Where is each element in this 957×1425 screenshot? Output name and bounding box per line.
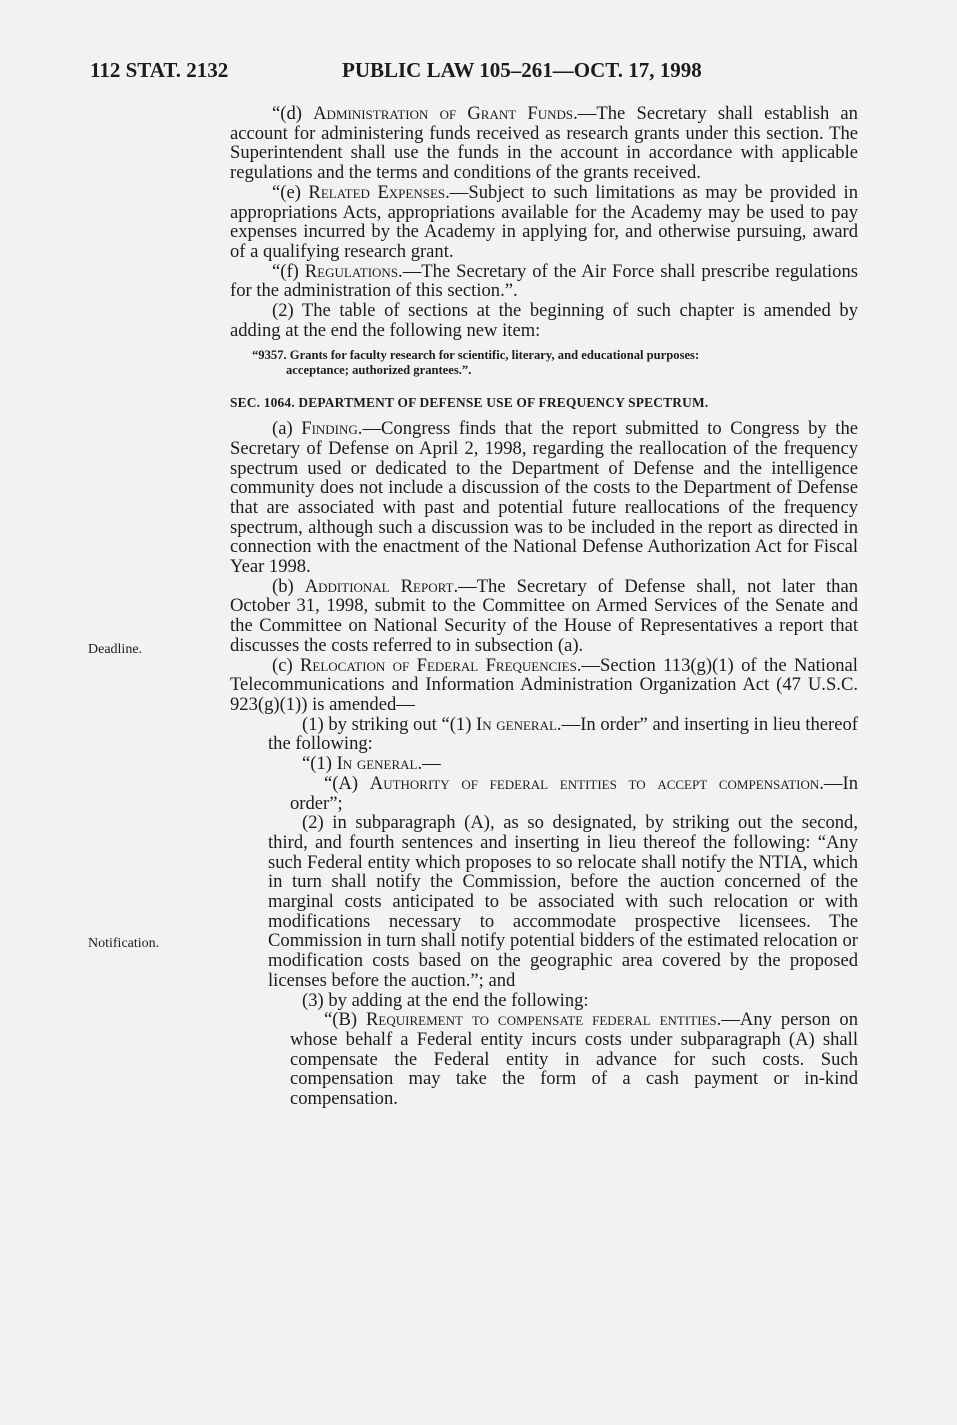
paragraph-b-text: —The Secretary of Defense shall, not later than October 31, 1998, submit to the Committee on Armed Services of the Senate and the Committee on National Security of the House of Representatives a report that discusses the costs referred to in subsection (a). — [230, 575, 858, 656]
paragraph-c-lead: (c) — [272, 654, 300, 676]
paragraph-b-lead: (b) — [272, 575, 305, 597]
paragraph-c-1-quote-text: — — [422, 753, 441, 775]
paragraph-a-text: —Congress finds that the report submitted to Congress by the Secretary of Defense on April 2, 1998, regarding the reallocation of the frequency spectrum used or dedicated to the Department of Defense and the intelligence community does not include a discussion of the costs to the Department of Defense that are associated with past and potential future reallocations of the frequency spectrum, although such a discussion was to be included in the report as directed in connection with the enactment of the National Defense Authorization Act for Fiscal Year 1998. — [230, 418, 858, 578]
paragraph-c-2: (2) in subparagraph (A), as so designated, by striking out the second, third, and fourth sentences and inserting in lieu thereof the following: “Any such Federal entity which proposes to so relocate shall notify the NTIA, which in turn shall notify the Commission, before the auction concerned of the marginal costs anticipated to be associated with such relocation or with modifications necessary to accommodate prospective licensees. The Commission in turn shall notify potential bidders of the estimated relocation or modification costs based on the geographic area covered by the proposed licenses before the auction.”; and — [268, 812, 858, 991]
paragraph-c-1-quote — [230, 754, 858, 774]
paragraph-c-1-quote-lead: “(1) — [302, 753, 337, 775]
paragraph-b-additional-report — [230, 577, 858, 656]
margin-note-deadline: Deadline. — [88, 642, 143, 657]
public-law-title: PUBLIC LAW 105–261—OCT. 17, 1998 — [342, 58, 702, 82]
paragraph-c-1-text-b: —In order” and inserting in lieu thereof the following: — [268, 713, 858, 755]
paragraph-d-heading: Administration of Grant Funds. — [313, 103, 578, 124]
paragraph-c-1-quote-sc: In general. — [336, 753, 423, 775]
paragraph-d — [230, 104, 858, 183]
paragraph-c-text: —Section 113(g)(1) of the National Telecommunications and Information Administration Organization Act (47 U.S.C. 923(g)(1)) is amended— — [230, 654, 858, 715]
paragraph-c-1-A-text: —In order”; — [290, 772, 858, 814]
paragraph-c-3-B-sc: Requirement to compensate federal entities. — [366, 1009, 722, 1031]
paragraph-e — [230, 183, 858, 262]
paragraph-c-1-sc: In general. — [476, 713, 562, 735]
paragraph-f-heading: Regulations. — [304, 260, 403, 282]
paragraph-b-heading: Additional Report. — [304, 575, 459, 597]
section-heading: SEC. 1064. DEPARTMENT OF DEFENSE USE OF FREQUENCY SPECTRUM. — [230, 395, 709, 411]
paragraph-a-lead: (a) — [272, 418, 302, 440]
main-text — [230, 104, 858, 1109]
paragraph-c-1-text-a: (1) by striking out “(1) — [302, 713, 477, 735]
paragraph-a-heading: Finding. — [301, 418, 363, 440]
paragraph-f-text: —The Secretary of the Air Force shall prescribe regulations for the administration of this section.”. — [230, 260, 858, 302]
statute-page-number: 112 STAT. 2132 — [90, 58, 229, 82]
paragraph-e-lead: “(e) — [272, 181, 309, 203]
paragraph-c-3-B-lead: “(B) — [324, 1009, 367, 1031]
paragraph-c-1-A-lead: “(A) — [324, 772, 370, 794]
margin-note-notification: Notification. — [88, 936, 160, 951]
paragraph-f — [230, 262, 858, 301]
paragraph-e-text: —Subject to such limitations as may be provided in appropriations Acts, appropriations available for the Academy may be used to pay expenses incurred by the Academy in applying for, and otherwise pursuing, award of a qualifying research grant. — [230, 181, 858, 262]
paragraph-e-heading: Related Expenses. — [308, 181, 450, 203]
paragraph-f-lead: “(f) — [272, 260, 305, 282]
paragraph-c-3-B-text: —Any person on whose behalf a Federal entity incurs costs under subparagraph (A) shall compensate the Federal entity in advance for such costs. Such compensation may take the form of a cash payment or in-kind compensation. — [290, 1009, 859, 1110]
paragraph-2-table-amendment: (2) The table of sections at the beginning of such chapter is amended by adding at the end the following new item: — [230, 300, 858, 341]
paragraph-c-1-A — [230, 774, 858, 813]
paragraph-c-heading: Relocation of Federal Frequencies. — [299, 654, 582, 676]
paragraph-d-text: —The Secretary shall establish an account for administering funds received as research grants under this section. The Superintendent shall use the funds in the account in accordance with applicable regulations and the terms and conditions of the grants received. — [230, 103, 858, 184]
table-item-line-2: acceptance; authorized grantees.”. — [286, 363, 472, 378]
table-of-sections-item — [230, 348, 858, 378]
paragraph-c-1-A-sc: Authority of federal entities to accept compensation. — [369, 772, 824, 794]
paragraph-c-3-B — [230, 1010, 858, 1109]
paragraph-c-1 — [230, 715, 858, 754]
paragraph-d-lead: “(d) — [272, 103, 314, 124]
table-item-line-1: “9357. Grants for faculty research for scientific, literary, and educational purposes: — [252, 348, 700, 363]
paragraph-c-3: (3) by adding at the end the following: — [302, 989, 589, 1011]
paragraph-c-relocation — [230, 656, 858, 715]
paragraph-a-finding — [230, 419, 858, 577]
page-header — [90, 58, 770, 88]
